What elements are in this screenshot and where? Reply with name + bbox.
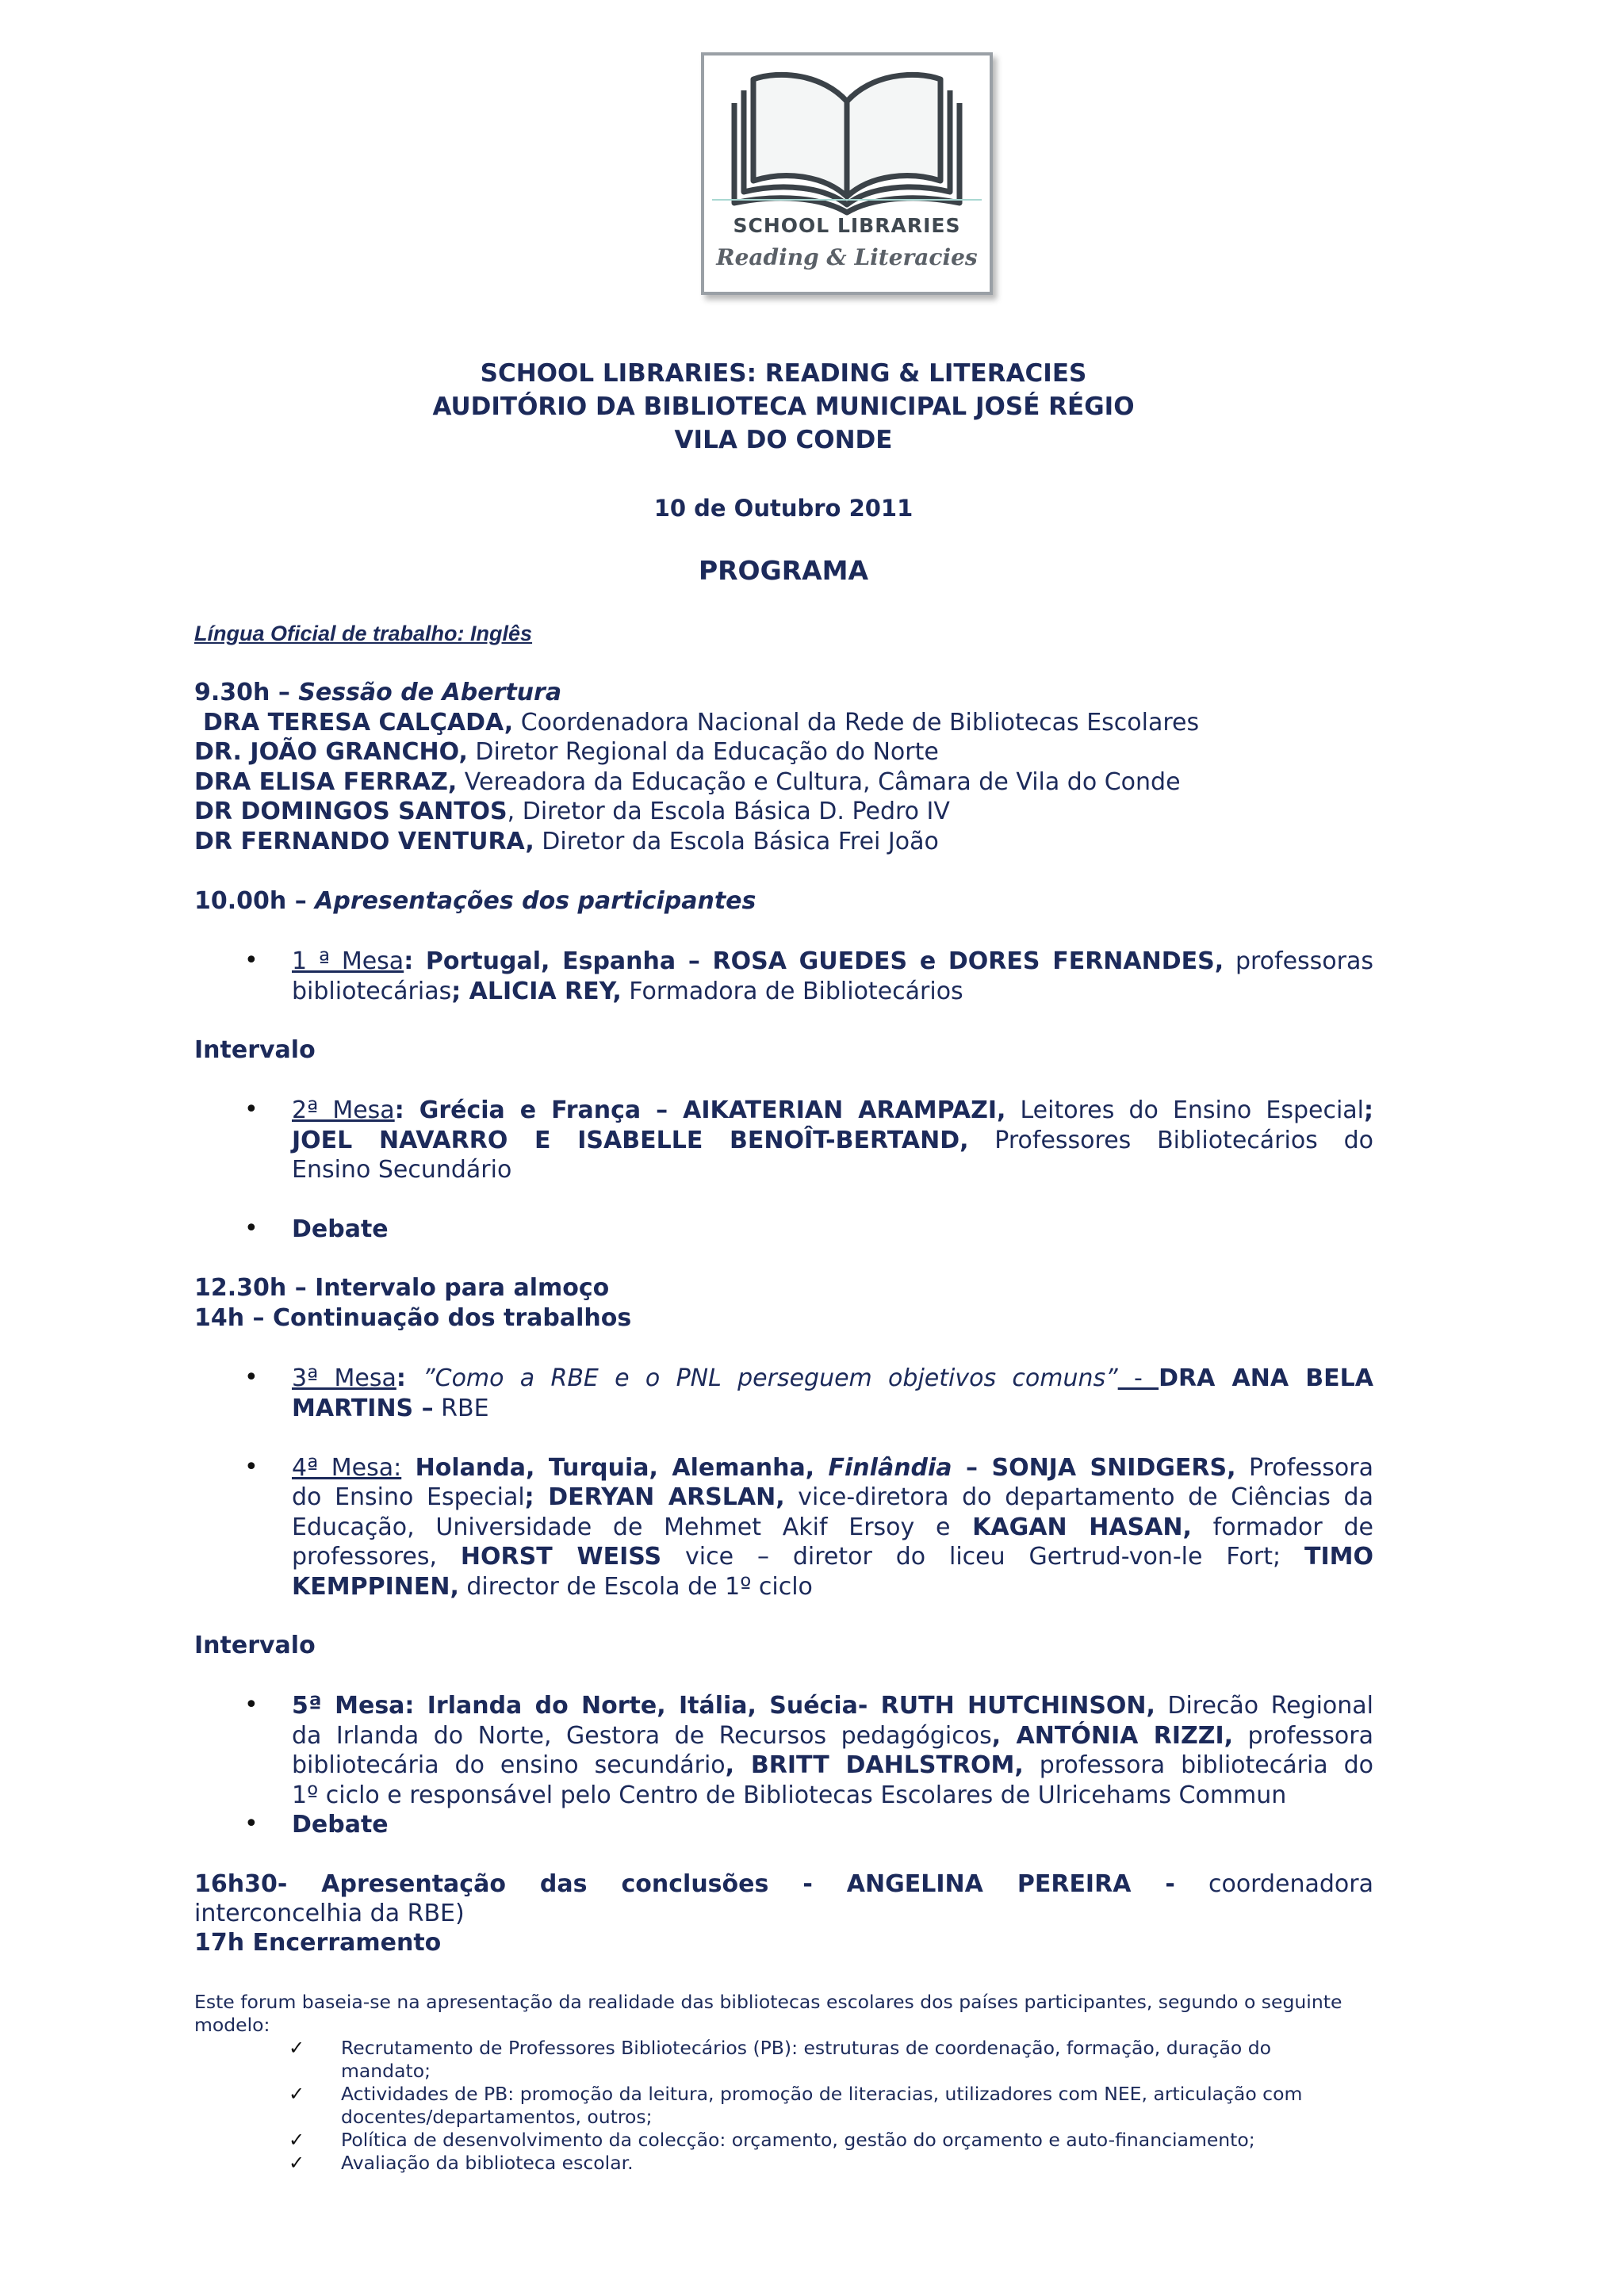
almoco: 12.30h – Intervalo para almoço <box>194 1274 610 1302</box>
mesa2-line1: 2ª Mesa: Grécia e França – AIKATERIAN ARAMPAZI, Leitores do Ensino Especial; <box>292 1096 1373 1124</box>
footer-intro-2: modelo: <box>194 2014 270 2036</box>
conclusoes-line1: 16h30- Apresentação das conclusões - ANGELINA PEREIRA - coordenadora <box>194 1870 1373 1898</box>
mesa2-line3: Ensino Secundário <box>292 1156 512 1184</box>
mesa4-line4: professores, HORST WEISS vice – diretor do liceu Gertrud-von-le Fort; TIMO <box>292 1543 1373 1571</box>
school-libraries-logo <box>701 52 993 295</box>
bullet-icon: • <box>244 1691 259 1719</box>
mesa5-line1: 5ª Mesa: Irlanda do Norte, Itália, Suécia- RUTH HUTCHINSON, Direcão Regional <box>292 1692 1373 1720</box>
title-line1: SCHOOL LIBRARIES: READING & LITERACIES <box>480 359 1087 388</box>
speaker-5: DR FERNANDO VENTURA, Diretor da Escola Básica Frei João <box>194 828 939 855</box>
continuacao: 14h – Continuação dos trabalhos <box>194 1304 632 1332</box>
checkmark-icon: ✓ <box>289 2152 305 2174</box>
debate-2: Debate <box>292 1811 389 1839</box>
mesa4-line1: 4ª Mesa: Holanda, Turquia, Alemanha, Finlândia – SONJA SNIDGERS, Professora <box>292 1454 1373 1482</box>
speaker-3: DRA ELISA FERRAZ, Vereadora da Educação e Cultura, Câmara de Vila do Conde <box>194 768 1181 796</box>
speaker-1: DRA TERESA CALÇADA, Coordenadora Nacional da Rede de Bibliotecas Escolares <box>203 709 1200 737</box>
mesa5-line2: da Irlanda do Norte, Gestora de Recursos pedagógicos, ANTÓNIA RIZZI, professora <box>292 1722 1373 1750</box>
mesa3-line2: MARTINS – RBE <box>292 1395 489 1422</box>
abertura-time: 9.30h – <box>194 679 299 706</box>
conclusoes-line2: interconcelhia da RBE) <box>194 1900 465 1927</box>
footer-item-4: Avaliação da biblioteca escolar. <box>341 2152 634 2174</box>
speaker-4: DR DOMINGOS SANTOS, Diretor da Escola Básica D. Pedro IV <box>194 798 950 825</box>
bullet-icon: • <box>244 1364 259 1391</box>
bullet-icon: • <box>244 1810 259 1838</box>
intervalo-2: Intervalo <box>194 1632 316 1659</box>
bullet-icon: • <box>244 1215 259 1242</box>
mesa1-line2: bibliotecárias; ALICIA REY, Formadora de Bibliotecários <box>292 978 963 1005</box>
mesa5-line4: 1º ciclo e responsável pelo Centro de Bibliotecas Escolares de Ulricehams Commun <box>292 1781 1287 1809</box>
title-line3: VILA DO CONDE <box>674 426 893 454</box>
mesa4-line3: Educação, Universidade de Mehmet Akif Ersoy e KAGAN HASAN, formador de <box>292 1513 1373 1541</box>
event-date: 10 de Outubro 2011 <box>653 495 914 522</box>
footer-item-2-l2: docentes/departamentos, outros; <box>341 2106 653 2128</box>
working-language: Língua Oficial de trabalho: Inglês <box>194 622 533 645</box>
footer-item-2-l1: Actividades de PB: promoção da leitura, promoção de literacias, utilizadores com NEE, articulação com <box>341 2083 1303 2105</box>
logo-line2: Reading & Literacies <box>716 244 978 270</box>
mesa2-line2: JOEL NAVARRO E ISABELLE BENOÎT-BERTAND, Professores Bibliotecários do <box>292 1127 1373 1154</box>
title-line2: AUDITÓRIO DA BIBLIOTECA MUNICIPAL JOSÉ RÉGIO <box>432 392 1135 421</box>
mesa5-line3: bibliotecária do ensino secundário, BRITT DAHLSTROM, professora bibliotecária do <box>292 1751 1374 1779</box>
logo-line1: SCHOOL LIBRARIES <box>733 214 961 237</box>
checkmark-icon: ✓ <box>289 2037 305 2059</box>
debate-1: Debate <box>292 1215 389 1243</box>
checkmark-icon: ✓ <box>289 2129 305 2151</box>
abertura-title: Sessão de Abertura <box>298 679 562 706</box>
intervalo-1: Intervalo <box>194 1036 316 1064</box>
footer-intro-1: Este forum baseia-se na apresentação da realidade das bibliotecas escolares dos países participantes, segundo o seguinte <box>194 1991 1342 2013</box>
encerramento: 17h Encerramento <box>194 1929 442 1957</box>
programa-heading: PROGRAMA <box>698 555 869 586</box>
speaker-2: DR. JOÃO GRANCHO, Diretor Regional da Educação do Norte <box>194 738 939 766</box>
mesa4-line5: KEMPPINEN, director de Escola de 1º ciclo <box>292 1573 813 1601</box>
checkmark-icon: ✓ <box>289 2083 305 2105</box>
mesa4-line2: do Ensino Especial; DERYAN ARSLAN, vice-diretora do departamento de Ciências da <box>292 1483 1373 1511</box>
apresentacoes-heading: 10.00h – Apresentações dos participantes <box>194 887 756 915</box>
footer-item-1-l2: mandato; <box>341 2060 431 2082</box>
footer-item-1-l1: Recrutamento de Professores Bibliotecários (PB): estruturas de coordenação, formação, duração do <box>341 2037 1272 2059</box>
abertura-heading <box>194 679 561 706</box>
bullet-icon: • <box>244 1096 259 1123</box>
mesa1-line1: 1 ª Mesa: Portugal, Espanha – ROSA GUEDES e DORES FERNANDES, professoras <box>292 947 1373 975</box>
bullet-icon: • <box>244 1453 259 1481</box>
mesa3-line1: 3ª Mesa: ”Como a RBE e o PNL perseguem objetivos comuns” - DRA ANA BELA <box>292 1364 1373 1392</box>
bullet-icon: • <box>244 947 259 974</box>
footer-item-3: Política de desenvolvimento da colecção: orçamento, gestão do orçamento e auto-financiamento; <box>341 2129 1255 2151</box>
